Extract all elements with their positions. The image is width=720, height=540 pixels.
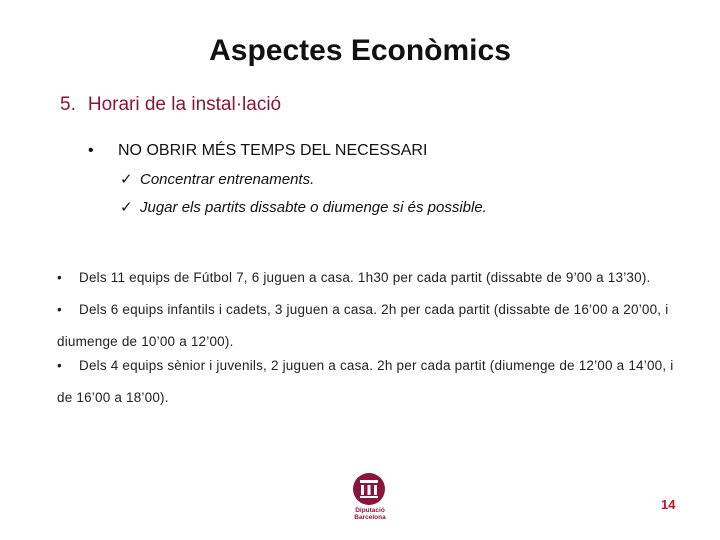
check-text: Concentrar entrenaments. — [140, 171, 315, 188]
paragraph-text: Dels 11 equips de Fútbol 7, 6 juguen a casa. 1h30 per cada partit (dissabte de 9’00 a 13’30). — [79, 270, 651, 285]
section-number: 5. — [60, 94, 76, 115]
check-list — [120, 170, 487, 226]
main-bullet-text: NO OBRIR MÉS TEMPS DEL NECESSARI — [118, 142, 428, 159]
paragraph-text: Dels 6 equips infantils i cadets, 3 juguen a casa. 2h per cada partit (dissabte de 16’00 a 20’00, i diumenge de 10’00 a 12’00). — [57, 302, 669, 349]
paragraph — [57, 294, 685, 358]
bullet-icon: • — [57, 302, 62, 317]
slide-title: Aspectes Econòmics — [209, 34, 511, 67]
paragraph-text: Dels 4 equips sènior i juvenils, 2 juguen a casa. 2h per cada partit (diumenge de 12’00 a 14’00, i de 16’00 a 18’00). — [57, 358, 674, 405]
check-icon: ✓ — [120, 171, 133, 188]
bullet-icon: • — [57, 270, 62, 285]
check-item — [120, 198, 487, 226]
logo-text: Diputació Barcelona — [354, 507, 386, 521]
section-heading — [60, 94, 281, 116]
check-text: Jugar els partits dissabte o diumenge si és possible. — [140, 199, 487, 216]
page-number: 14 — [661, 497, 676, 512]
check-item — [120, 170, 487, 198]
bullet-icon: • — [57, 358, 62, 373]
section-label: Horari de la instal·lació — [87, 94, 282, 115]
paragraph — [57, 262, 685, 294]
paragraph — [57, 350, 685, 414]
check-icon: ✓ — [120, 199, 133, 216]
bullet-icon: • — [88, 142, 94, 159]
main-bullet — [88, 142, 427, 160]
